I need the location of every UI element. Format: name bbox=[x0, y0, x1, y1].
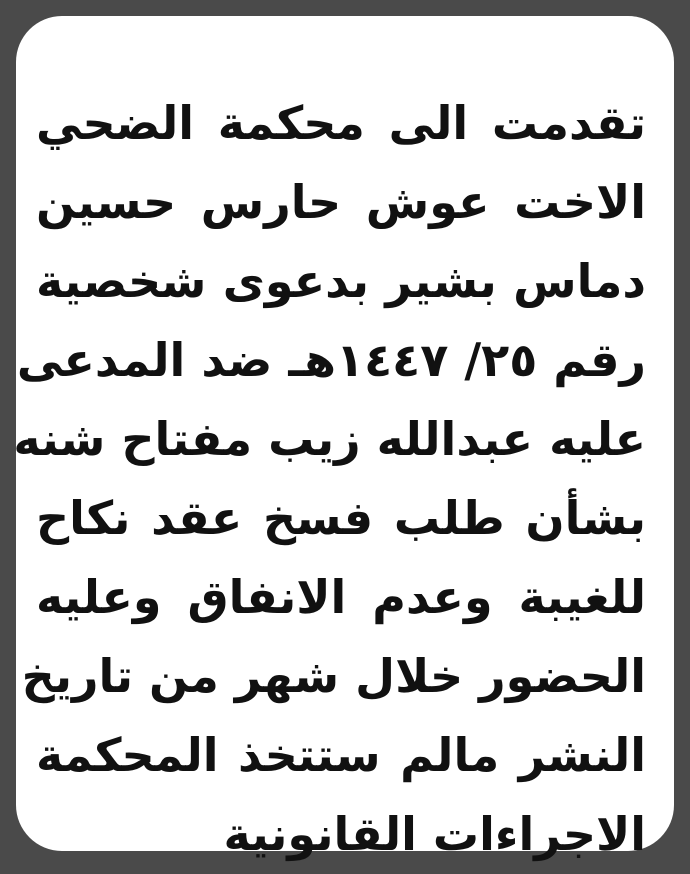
notice-card bbox=[13, 16, 674, 861]
notice-line-1: تقدمت الى محكمة الضحي bbox=[36, 96, 646, 150]
notice-line-6: بشأن طلب فسخ عقد نكاح bbox=[36, 491, 646, 545]
notice-line-10: الاجراءات القانونية bbox=[223, 807, 646, 861]
notice-line-3: دماس بشير بدعوى شخصية bbox=[36, 254, 646, 308]
notice-line-2: الاخت عوش حارس حسين bbox=[36, 175, 646, 229]
notice-line-4: رقم ٢٥/ ١٤٤٧هـ ضد المدعى bbox=[16, 333, 646, 387]
notice-body bbox=[13, 84, 646, 874]
notice-line-7: للغيبة وعدم الانفاق وعليه bbox=[36, 570, 646, 624]
notice-line-5: عليه عبدالله زيب مفتاح شنه bbox=[13, 412, 646, 466]
notice-line-9: النشر مالم ستتخذ المحكمة bbox=[36, 728, 646, 782]
notice-line-8: الحضور خلال شهر من تاريخ bbox=[21, 649, 646, 703]
